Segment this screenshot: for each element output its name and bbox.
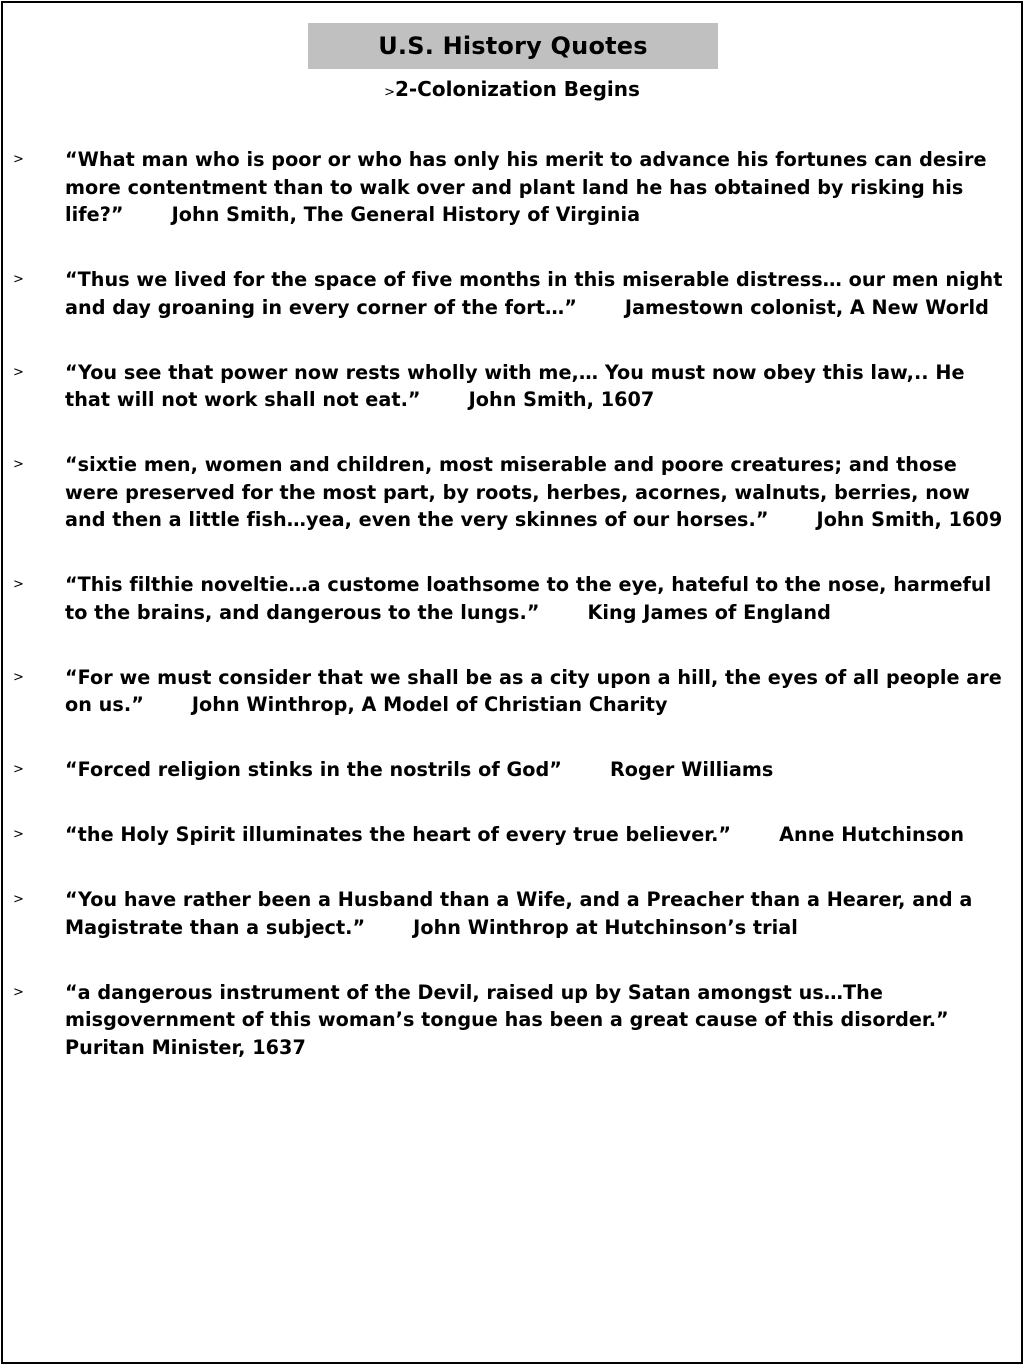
quote-item bbox=[3, 821, 1021, 849]
quote-text: “You have rather been a Husband than a Wife, and a Preacher than a Hearer, and a Magistrate than a subject.” bbox=[65, 888, 973, 939]
bullet-icon: > bbox=[13, 892, 24, 907]
quote-item bbox=[3, 451, 1021, 534]
quote-text: “What man who is poor or who has only his merit to advance his fortunes can desire more contentment than to walk over and plant land he has obtained by risking his life?” bbox=[65, 148, 987, 226]
bullet-icon: > bbox=[13, 457, 24, 472]
section-subtitle bbox=[3, 77, 1021, 101]
quote-item bbox=[3, 664, 1021, 719]
quote-source: John Smith, The General History of Virginia bbox=[171, 203, 641, 226]
document-page bbox=[1, 1, 1023, 1364]
quote-item bbox=[3, 359, 1021, 414]
quote-item bbox=[3, 886, 1021, 941]
bullet-icon: > bbox=[13, 577, 24, 592]
page-title: U.S. History Quotes bbox=[378, 32, 648, 60]
quote-source: John Winthrop, A Model of Christian Charity bbox=[191, 693, 668, 716]
bullet-icon: > bbox=[13, 364, 24, 380]
subtitle-marker-icon: > bbox=[384, 85, 395, 100]
quote-source: John Smith, 1607 bbox=[468, 388, 655, 411]
quote-source: Roger Williams bbox=[609, 758, 774, 781]
quote-item bbox=[3, 266, 1021, 321]
quote-text: “the Holy Spirit illuminates the heart of every true believer.” bbox=[65, 823, 732, 846]
quote-source: John Winthrop at Hutchinson’s trial bbox=[413, 915, 798, 939]
quote-item bbox=[3, 979, 1021, 1062]
quote-list bbox=[3, 146, 1021, 1099]
bullet-icon: > bbox=[13, 272, 24, 287]
quote-source: Anne Hutchinson bbox=[779, 823, 965, 846]
title-banner bbox=[308, 23, 718, 69]
bullet-icon: > bbox=[13, 152, 24, 167]
bullet-icon: > bbox=[13, 762, 24, 777]
quote-text: “Thus we lived for the space of five months in this miserable distress… our men night and day groaning in every corner of the fort…” bbox=[65, 268, 1003, 319]
quote-item bbox=[3, 146, 1021, 229]
quote-source: King James of England bbox=[587, 600, 831, 624]
bullet-icon: > bbox=[13, 827, 24, 842]
bullet-icon: > bbox=[13, 984, 24, 1000]
quote-text: “This filthie noveltie…a custome loathsome to the eye, hateful to the nose, harmeful to the brains, and dangerous to the lungs.” bbox=[65, 573, 992, 624]
bullet-icon: > bbox=[13, 669, 24, 685]
quote-source: John Smith, 1609 bbox=[816, 508, 1003, 531]
quote-text: “For we must consider that we shall be as a city upon a hill, the eyes of all people are on us.” bbox=[65, 665, 1002, 716]
quote-item bbox=[3, 756, 1021, 784]
quote-source: Jamestown colonist, A New World bbox=[624, 295, 989, 319]
subtitle-text: 2-Colonization Begins bbox=[394, 77, 640, 101]
quote-text: “sixtie men, women and children, most miserable and poore creatures; and those were preserved for the most part, by roots, herbes, acornes, walnuts, berries, now and then a little fish…yea, even the very skinnes of our horses.” bbox=[65, 453, 970, 531]
quote-text: “You see that power now rests wholly with me,… You must now obey this law,.. He that will not work shall not eat.” bbox=[65, 360, 965, 411]
quote-text: “a dangerous instrument of the Devil, raised up by Satan amongst us…The misgovernment of this woman’s tongue has been a great cause of this disorder.” bbox=[65, 980, 949, 1031]
quote-item bbox=[3, 571, 1021, 626]
quote-text: “Forced religion stinks in the nostrils of God” bbox=[65, 758, 562, 781]
quote-source: Puritan Minister, 1637 bbox=[65, 1035, 306, 1059]
